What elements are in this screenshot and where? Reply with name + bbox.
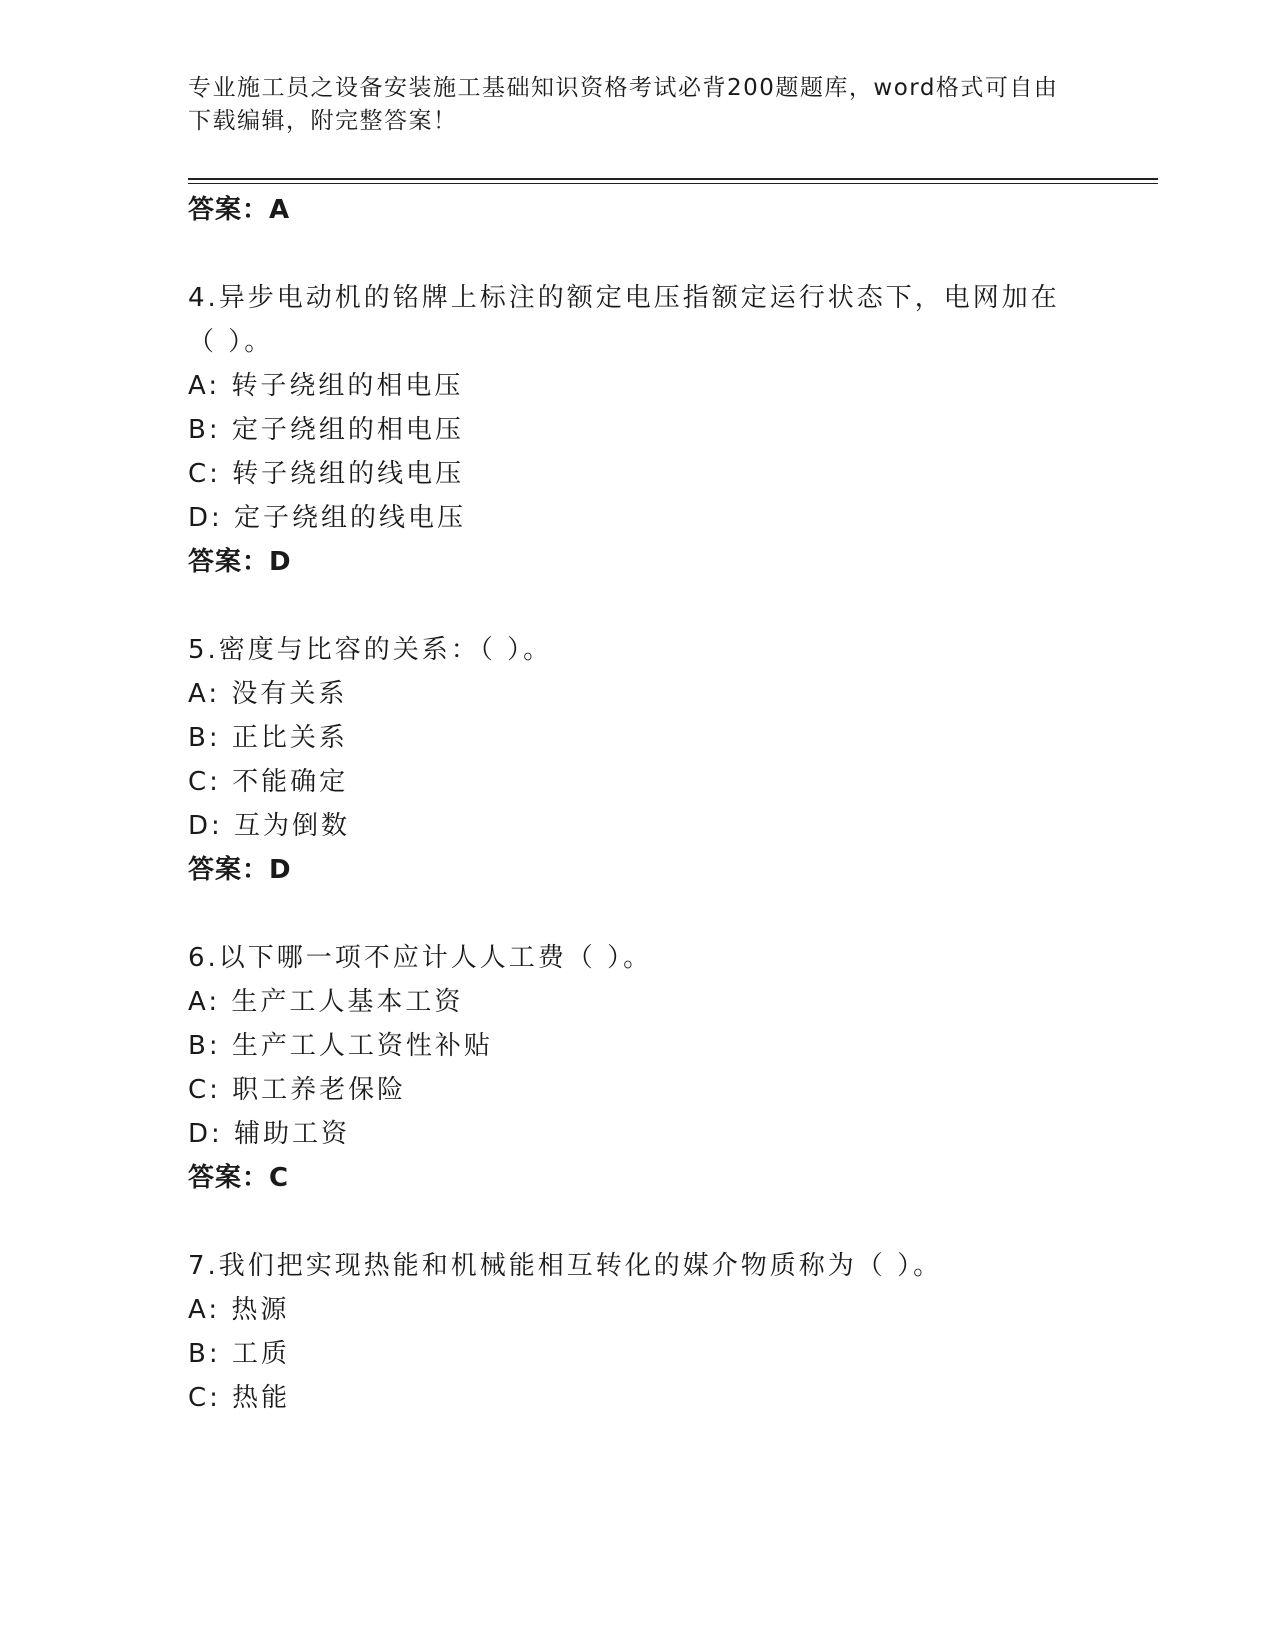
question-6-stem: 6.以下哪一项不应计人人工费（ ）。: [188, 943, 653, 973]
question-7-option-c: C: 热能: [188, 1383, 291, 1413]
question-4-option-a: A: 转子绕组的相电压: [188, 371, 464, 401]
question-4-stem-line-1: 4.异步电动机的铭牌上标注的额定电压指额定运行状态下，电网加在: [188, 283, 1060, 313]
document-header: [188, 72, 1088, 138]
question-5-option-a: A: 没有关系: [188, 679, 348, 709]
question-4-stem-line-2: （ ）。: [188, 327, 274, 357]
question-5-option-b: B: 正比关系: [188, 723, 348, 753]
question-6-option-b: B: 生产工人工资性补贴: [188, 1031, 493, 1061]
question-4-answer: 答案：D: [188, 547, 292, 577]
question-4-option-b: B: 定子绕组的相电压: [188, 415, 464, 445]
question-6-option-d: D: 辅助工资: [188, 1119, 351, 1149]
previous-answer: 答案：A: [188, 195, 291, 225]
header-line-1: 专业施工员之设备安装施工基础知识资格考试必背200题题库，word格式可自由: [188, 75, 1059, 101]
question-6-option-a: A: 生产工人基本工资: [188, 987, 464, 1017]
header-line-2: 下载编辑，附完整答案！: [188, 108, 458, 134]
question-6-answer: 答案：C: [188, 1163, 290, 1193]
question-5-answer: 答案：D: [188, 855, 292, 885]
question-4-option-c: C: 转子绕组的线电压: [188, 459, 465, 489]
header-rule-thin: [188, 183, 1158, 184]
header-rule-thick: [188, 178, 1158, 180]
question-5-option-c: C: 不能确定: [188, 767, 349, 797]
question-6-option-c: C: 职工养老保险: [188, 1075, 407, 1105]
question-5-option-d: D: 互为倒数: [188, 811, 351, 841]
question-7-option-a: A: 热源: [188, 1295, 290, 1325]
question-7-option-b: B: 工质: [188, 1339, 290, 1369]
question-7-stem: 7.我们把实现热能和机械能相互转化的媒介物质称为（ ）。: [188, 1251, 943, 1281]
question-4-option-d: D: 定子绕组的线电压: [188, 503, 467, 533]
question-5-stem: 5.密度与比容的关系：（ ）。: [188, 635, 553, 665]
